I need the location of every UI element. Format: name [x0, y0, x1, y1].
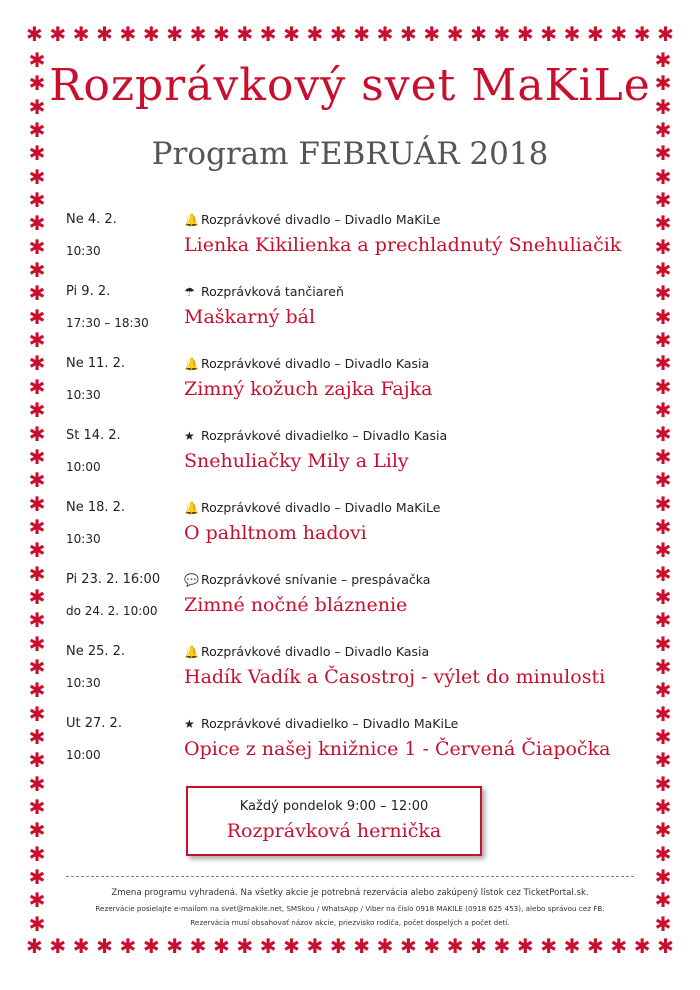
asterisk-icon: ✱: [654, 561, 672, 586]
asterisk-icon: ✱: [376, 22, 394, 46]
asterisk-icon: ✱: [654, 748, 672, 773]
asterisk-icon: ✱: [28, 328, 46, 353]
asterisk-icon: ✱: [540, 22, 558, 46]
asterisk-icon: ✱: [28, 538, 46, 563]
asterisk-icon: ✱: [28, 911, 46, 936]
asterisk-icon: ✱: [563, 934, 581, 958]
asterisk-icon: ✱: [400, 22, 417, 46]
event-category: [184, 212, 440, 227]
asterisk-icon: ✱: [654, 654, 672, 679]
asterisk-icon: ✱: [654, 608, 672, 633]
asterisk-icon: ✱: [516, 934, 534, 958]
event-item: [66, 498, 646, 570]
page-subtitle: Program FEBRUÁR 2018: [151, 136, 549, 172]
star-icon: ★: [184, 429, 195, 443]
asterisk-icon: ✱: [654, 304, 672, 329]
bell-icon: 🔔: [184, 501, 199, 515]
asterisk-icon: ✱: [213, 22, 230, 46]
asterisk-icon: ✱: [189, 934, 207, 958]
asterisk-icon: ✱: [96, 22, 113, 46]
asterisk-icon: ✱: [654, 258, 672, 283]
asterisk-icon: ✱: [470, 934, 487, 958]
asterisk-icon: ✱: [236, 22, 254, 46]
asterisk-icon: ✱: [654, 724, 672, 749]
asterisk-icon: ✱: [654, 818, 672, 843]
asterisk-icon: ✱: [654, 421, 672, 446]
asterisk-icon: ✱: [166, 934, 184, 958]
asterisk-icon: ✱: [654, 351, 672, 376]
event-time: do 24. 2. 10:00: [66, 604, 158, 618]
asterisk-icon: ✱: [654, 514, 672, 539]
asterisk-icon: ✱: [28, 164, 46, 189]
asterisk-icon: ✱: [329, 22, 347, 46]
event-time: 10:30: [66, 388, 101, 402]
asterisk-icon: ✱: [654, 188, 672, 213]
weekly-event-box: [186, 786, 482, 856]
asterisk-icon: ✱: [654, 631, 672, 656]
asterisk-icon: ✱: [96, 934, 113, 958]
asterisk-icon: ✱: [654, 911, 672, 936]
event-date: Pi 23. 2. 16:00: [66, 572, 161, 587]
asterisk-icon: ✱: [353, 22, 371, 46]
event-category-label: Rozprávkové divadlo – Divadlo MaKiLe: [201, 500, 441, 515]
event-category-label: Rozprávkové divadlo – Divadlo MaKiLe: [201, 212, 441, 227]
event-item: [66, 282, 646, 354]
event-title: Snehuliačky Mily a Lily: [184, 450, 409, 472]
asterisk-icon: ✱: [657, 934, 674, 958]
asterisk-icon: ✱: [654, 374, 672, 399]
asterisk-icon: ✱: [28, 71, 46, 96]
asterisk-icon: ✱: [283, 22, 300, 46]
asterisk-icon: ✱: [28, 818, 46, 843]
event-time: 10:30: [66, 532, 101, 546]
asterisk-icon: ✱: [28, 188, 46, 213]
asterisk-icon: ✱: [587, 22, 604, 46]
event-category: [184, 500, 440, 515]
asterisk-icon: ✱: [633, 934, 651, 958]
umbrella-icon: ☂: [184, 285, 195, 299]
event-category-label: Rozprávková tančiareň: [201, 284, 344, 299]
event-title: Hadík Vadík a Časostroj - výlet do minulosti: [184, 666, 606, 688]
footer-note-2: Rezervácie posielajte e-mailom na svet@makile.net, SMSkou / WhatsApp / Viber na číslo 0918 MAKILE (0918 625 453), alebo správou cez FB.: [95, 904, 605, 913]
asterisk-icon: ✱: [28, 468, 46, 493]
asterisk-icon: ✱: [28, 444, 46, 469]
asterisk-icon: ✱: [28, 865, 46, 890]
bell-icon: 🔔: [184, 357, 199, 371]
decorative-border-right: [652, 50, 674, 934]
event-title: Lienka Kikilienka a prechladnutý Snehuliačik: [184, 234, 622, 256]
page-title: Rozprávkový svet MaKiLe: [49, 60, 651, 111]
weekly-event-title: Rozprávková hernička: [226, 820, 442, 842]
asterisk-icon: ✱: [654, 771, 672, 796]
asterisk-icon: ✱: [306, 22, 324, 46]
asterisk-icon: ✱: [654, 71, 672, 96]
asterisk-icon: ✱: [28, 748, 46, 773]
asterisk-icon: ✱: [540, 934, 558, 958]
event-date: Ut 27. 2.: [66, 716, 122, 731]
asterisk-icon: ✱: [470, 22, 487, 46]
event-category-label: Rozprávkové snívanie – prespávačka: [201, 572, 431, 587]
asterisk-icon: ✱: [28, 398, 46, 423]
asterisk-icon: ✱: [259, 22, 277, 46]
asterisk-icon: ✱: [353, 934, 371, 958]
asterisk-icon: ✱: [49, 934, 67, 958]
event-date: Ne 25. 2.: [66, 644, 126, 659]
event-category-label: Rozprávkové divadlo – Divadlo Kasia: [201, 356, 430, 371]
asterisk-icon: ✱: [633, 22, 651, 46]
asterisk-icon: ✱: [446, 22, 464, 46]
event-title: Zimné nočné bláznenie: [184, 594, 408, 616]
asterisk-icon: ✱: [28, 584, 46, 609]
footer-divider: [66, 876, 634, 877]
asterisk-icon: ✱: [654, 491, 672, 516]
asterisk-icon: ✱: [654, 795, 672, 819]
asterisk-icon: ✱: [28, 258, 46, 283]
asterisk-icon: ✱: [49, 22, 67, 46]
asterisk-icon: ✱: [28, 561, 46, 586]
event-time: 10:00: [66, 460, 101, 474]
event-category: [184, 284, 344, 299]
asterisk-icon: ✱: [28, 94, 46, 119]
event-time: 17:30 – 18:30: [66, 316, 149, 330]
asterisk-icon: ✱: [28, 118, 46, 143]
asterisk-icon: ✱: [28, 141, 46, 166]
asterisk-icon: ✱: [259, 934, 277, 958]
asterisk-icon: ✱: [654, 211, 672, 236]
asterisk-icon: ✱: [423, 22, 441, 46]
asterisk-icon: ✱: [142, 22, 160, 46]
event-category-label: Rozprávkové divadielko – Divadlo MaKiLe: [201, 716, 459, 731]
asterisk-icon: ✱: [28, 48, 46, 72]
asterisk-icon: ✱: [236, 934, 254, 958]
asterisk-icon: ✱: [28, 234, 46, 259]
asterisk-icon: ✱: [28, 724, 46, 749]
asterisk-icon: ✱: [654, 584, 672, 609]
asterisk-icon: ✱: [28, 514, 46, 539]
asterisk-icon: ✱: [400, 934, 417, 958]
asterisk-icon: ✱: [28, 421, 46, 446]
asterisk-icon: ✱: [213, 934, 230, 958]
asterisk-icon: ✱: [654, 118, 672, 143]
asterisk-icon: ✱: [28, 608, 46, 633]
asterisk-icon: ✱: [493, 22, 511, 46]
asterisk-icon: ✱: [28, 888, 46, 913]
decorative-border-left: [26, 50, 48, 934]
asterisk-icon: ✱: [654, 841, 672, 866]
asterisk-icon: ✱: [654, 48, 672, 72]
asterisk-icon: ✱: [26, 934, 43, 958]
asterisk-icon: ✱: [654, 865, 672, 890]
asterisk-icon: ✱: [28, 701, 46, 726]
asterisk-icon: ✱: [654, 444, 672, 469]
asterisk-icon: ✱: [119, 22, 137, 46]
event-title: Opice z našej knižnice 1 - Červená Čiapočka: [184, 738, 611, 760]
bell-icon: 🔔: [184, 213, 199, 227]
event-item: [66, 642, 646, 714]
asterisk-icon: ✱: [28, 374, 46, 399]
event-title: Maškarný bál: [184, 306, 316, 328]
event-category: [184, 644, 429, 659]
asterisk-icon: ✱: [654, 94, 672, 119]
footer-note-3: Rezervácia musí obsahovať názov akcie, priezvisko rodiča, počet dospelých a počet detí.: [190, 918, 510, 927]
decorative-border-bottom: [26, 936, 674, 958]
asterisk-icon: ✱: [493, 934, 511, 958]
asterisk-icon: ✱: [28, 678, 46, 703]
asterisk-icon: ✱: [610, 22, 628, 46]
asterisk-icon: ✱: [654, 701, 672, 726]
asterisk-icon: ✱: [28, 631, 46, 656]
asterisk-icon: ✱: [28, 281, 46, 306]
event-date: Pi 9. 2.: [66, 284, 111, 299]
asterisk-icon: ✱: [142, 934, 160, 958]
event-time: 10:30: [66, 676, 101, 690]
asterisk-icon: ✱: [654, 398, 672, 423]
asterisk-icon: ✱: [28, 491, 46, 516]
event-date: St 14. 2.: [66, 428, 121, 443]
asterisk-icon: ✱: [119, 934, 137, 958]
event-date: Ne 4. 2.: [66, 212, 117, 227]
asterisk-icon: ✱: [516, 22, 534, 46]
weekly-event-time: Každý pondelok 9:00 – 12:00: [239, 799, 429, 814]
asterisk-icon: ✱: [657, 22, 674, 46]
asterisk-icon: ✱: [654, 234, 672, 259]
event-category-label: Rozprávkové divadielko – Divadlo Kasia: [201, 428, 448, 443]
asterisk-icon: ✱: [654, 141, 672, 166]
asterisk-icon: ✱: [26, 22, 43, 46]
asterisk-icon: ✱: [610, 934, 628, 958]
event-item: [66, 210, 646, 282]
asterisk-icon: ✱: [28, 771, 46, 796]
event-item: [66, 570, 646, 642]
asterisk-icon: ✱: [283, 934, 300, 958]
event-title: Zimný kožuch zajka Fajka: [184, 378, 433, 400]
asterisk-icon: ✱: [563, 22, 581, 46]
asterisk-icon: ✱: [654, 538, 672, 563]
event-list: [66, 210, 646, 786]
asterisk-icon: ✱: [72, 934, 90, 958]
asterisk-icon: ✱: [376, 934, 394, 958]
asterisk-icon: ✱: [166, 22, 184, 46]
event-date: Ne 18. 2.: [66, 500, 126, 515]
event-item: [66, 426, 646, 498]
asterisk-icon: ✱: [654, 468, 672, 493]
asterisk-icon: ✱: [654, 281, 672, 306]
asterisk-icon: ✱: [28, 795, 46, 819]
event-time: 10:00: [66, 748, 101, 762]
asterisk-icon: ✱: [654, 164, 672, 189]
event-item: [66, 354, 646, 426]
asterisk-icon: ✱: [28, 351, 46, 376]
event-category: [184, 572, 430, 587]
event-time: 10:30: [66, 244, 101, 258]
asterisk-icon: ✱: [72, 22, 90, 46]
asterisk-icon: ✱: [587, 934, 604, 958]
asterisk-icon: ✱: [28, 654, 46, 679]
asterisk-icon: ✱: [189, 22, 207, 46]
event-date: Ne 11. 2.: [66, 356, 126, 371]
asterisk-icon: ✱: [329, 934, 347, 958]
event-item: [66, 714, 646, 786]
event-category: [184, 356, 429, 371]
event-title: O pahltnom hadovi: [184, 522, 367, 544]
asterisk-icon: ✱: [28, 304, 46, 329]
asterisk-icon: ✱: [654, 678, 672, 703]
asterisk-icon: ✱: [654, 328, 672, 353]
asterisk-icon: ✱: [28, 211, 46, 236]
speech-bubble-icon: 💬: [184, 573, 199, 587]
asterisk-icon: ✱: [654, 888, 672, 913]
star-icon: ★: [184, 717, 195, 731]
event-category: [184, 428, 447, 443]
bell-icon: 🔔: [184, 645, 199, 659]
asterisk-icon: ✱: [28, 841, 46, 866]
event-category-label: Rozprávkové divadlo – Divadlo Kasia: [201, 644, 430, 659]
asterisk-icon: ✱: [446, 934, 464, 958]
decorative-border-top: [26, 24, 674, 46]
footer-note-1: Zmena programu vyhradená. Na všetky akcie je potrebná rezervácia alebo zakúpený lístok cez TicketPortal.sk.: [111, 888, 589, 898]
event-category: [184, 716, 458, 731]
asterisk-icon: ✱: [306, 934, 324, 958]
asterisk-icon: ✱: [423, 934, 441, 958]
